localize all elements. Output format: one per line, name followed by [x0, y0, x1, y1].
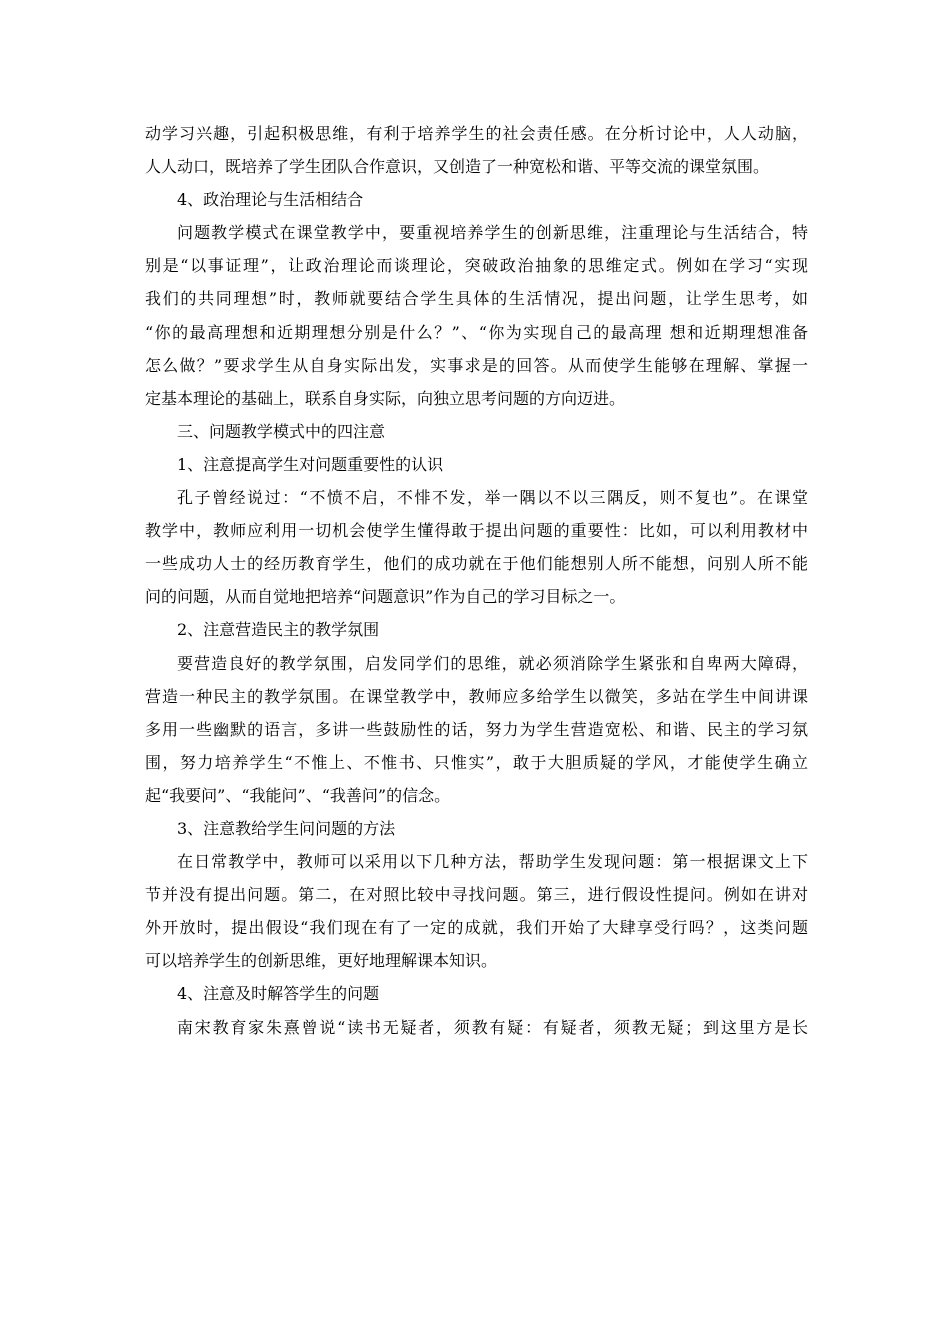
paragraph-line: 孔子曾经说过：“不愤不启，不悱不发，举一隅以不以三隅反，则不复也”。在课堂	[177, 488, 808, 508]
paragraph-line: 围，努力培养学生“不惟上、不惟书、只惟实”，敢于大胆质疑的学风，才能使学生确立	[145, 752, 808, 772]
section-heading: 三、问题教学模式中的四注意	[177, 421, 386, 441]
paragraph-line: 怎么做？”要求学生从自身实际出发，实事求是的回答。从而使学生能够在理解、掌握一	[145, 355, 808, 375]
paragraph-line: 我们的共同理想”时，教师就要结合学生具体的生活情况，提出问题，让学生思考，如	[145, 289, 808, 309]
paragraph-line: 动学习兴趣，引起积极思维，有利于培养学生的社会责任感。在分析讨论中，人人动脑，	[145, 124, 808, 143]
paragraph-line: 外开放时，提出假设“我们现在有了一定的成就，我们开始了大肆享受行吗？，这类问题	[145, 918, 808, 938]
paragraph-line: 节并没有提出问题。第二，在对照比较中寻找问题。第三，进行假设性提问。例如在讲对	[145, 885, 808, 905]
paragraph-line: 定基本理论的基础上，联系自身实际，向独立思考问题的方向迈进。	[145, 388, 626, 408]
paragraph-line: 一些成功人士的经历教育学生，他们的成功就在于他们能想别人所不能想，问别人所不能	[145, 554, 808, 574]
paragraph-line: 问题教学模式在课堂教学中，要重视培养学生的创新思维，注重理论与生活结合，特	[177, 223, 808, 243]
paragraph-line: 教学中，教师应利用一切机会使学生懂得敢于提出问题的重要性：比如，可以利用教材中	[145, 521, 808, 541]
document-page	[145, 117, 808, 1044]
section-heading: 4、政治理论与生活相结合	[177, 190, 364, 210]
section-heading: 2、注意营造民主的教学氛围	[177, 620, 380, 640]
paragraph-line: 在日常教学中，教师可以采用以下几种方法，帮助学生发现问题：第一根据课文上下	[177, 852, 808, 872]
paragraph-line: 人人动口，既培养了学生团队合作意识，又创造了一种宽松和谐、平等交流的课堂氛围。	[145, 157, 770, 177]
paragraph-line: 要营造良好的教学氛围，启发同学们的思维，就必须消除学生紧张和自卑两大障碍，	[177, 653, 808, 673]
paragraph-line: 起“我要问”、“我能问”、“我善问”的信念。	[145, 785, 451, 805]
paragraph-line: 营造一种民主的教学氛围。在课堂教学中，教师应多给学生以微笑，多站在学生中间讲课	[145, 686, 808, 706]
paragraph-line: 可以培养学生的创新思维，更好地理解课本知识。	[145, 951, 498, 971]
section-heading: 1、注意提高学生对问题重要性的认识	[177, 454, 444, 474]
paragraph-line: 多用一些幽默的语言，多讲一些鼓励性的话，努力为学生营造宽松、和谐、民主的学习氛	[145, 719, 808, 739]
section-heading: 3、注意教给学生问问题的方法	[177, 818, 396, 838]
paragraph-line: 南宋教育家朱熹曾说“读书无疑者，须教有疑：有疑者，须教无疑；到这里方是长	[177, 1017, 808, 1037]
paragraph-line: “你的最高理想和近期理想分别是什么？”、“你为实现自己的最高理 想和近期理想准备	[145, 322, 808, 342]
section-heading: 4、注意及时解答学生的问题	[177, 984, 380, 1004]
paragraph-line: 问的问题，从而自觉地把培养“问题意识”作为自己的学习目标之一。	[145, 587, 626, 607]
paragraph-line: 别是“以事证理”，让政治理论而谈理论，突破政治抽象的思维定式。例如在学习“实现	[145, 256, 808, 276]
